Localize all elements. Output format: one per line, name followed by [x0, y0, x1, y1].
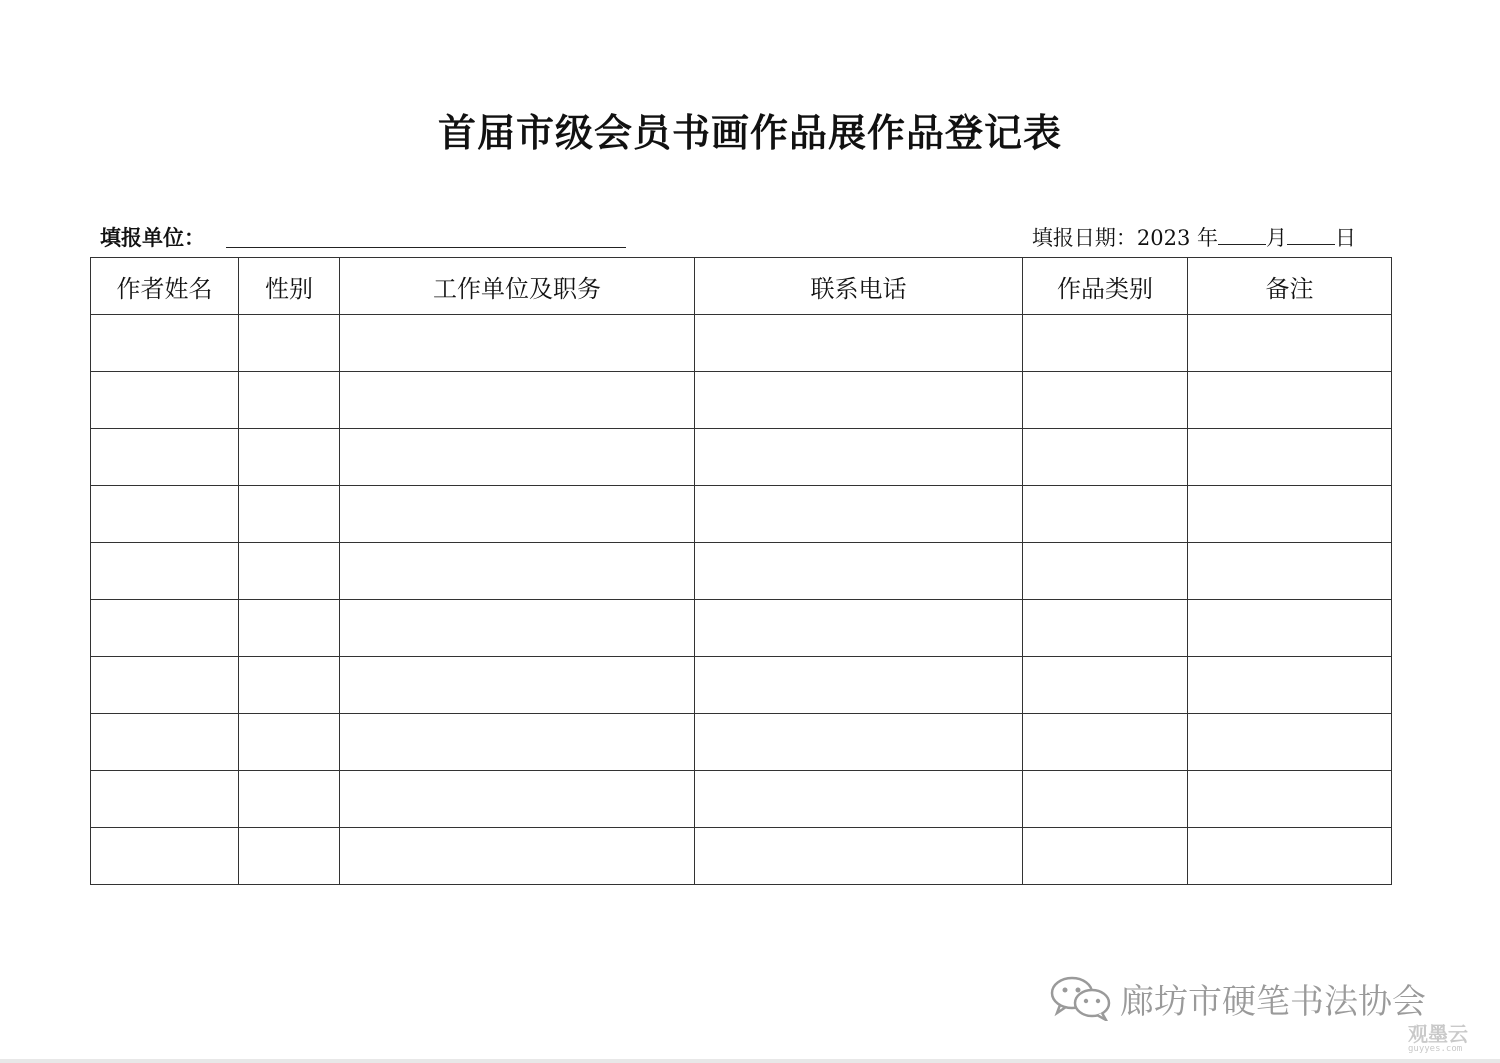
unit-blank-line [226, 247, 626, 248]
table-row [91, 315, 1392, 372]
table-row [91, 543, 1392, 600]
table-cell[interactable] [91, 486, 239, 543]
table-cell[interactable] [239, 372, 340, 429]
table-cell[interactable] [239, 714, 340, 771]
table-cell[interactable] [340, 657, 695, 714]
table-cell[interactable] [340, 828, 695, 885]
wechat-icon [1048, 975, 1114, 1021]
table-cell[interactable] [1023, 315, 1188, 372]
table-cell[interactable] [91, 372, 239, 429]
table-cell[interactable] [695, 828, 1023, 885]
header-author-name: 作者姓名 [91, 258, 239, 315]
table-cell[interactable] [340, 600, 695, 657]
table-cell[interactable] [695, 600, 1023, 657]
table-cell[interactable] [1023, 429, 1188, 486]
table-header-row [91, 258, 1392, 315]
table-cell[interactable] [239, 543, 340, 600]
bottom-bar [0, 1059, 1500, 1063]
table-cell[interactable] [1023, 828, 1188, 885]
table-cell[interactable] [1188, 657, 1392, 714]
table-cell[interactable] [91, 657, 239, 714]
table-cell[interactable] [91, 543, 239, 600]
corner-logo: 观墨云 [1408, 1022, 1468, 1046]
table-row [91, 828, 1392, 885]
table-row [91, 600, 1392, 657]
month-label: 月 [1266, 226, 1287, 250]
table-cell[interactable] [1188, 771, 1392, 828]
date-prefix: 填报日期：2023 年 [1031, 226, 1218, 250]
table-cell[interactable] [1188, 543, 1392, 600]
table-cell[interactable] [239, 828, 340, 885]
table-cell[interactable] [1023, 372, 1188, 429]
table-cell[interactable] [239, 429, 340, 486]
table-cell[interactable] [340, 714, 695, 771]
corner-logo-sub: guyyes.com [1408, 1044, 1463, 1054]
unit-label: 填报单位： [100, 226, 205, 250]
table-cell[interactable] [239, 657, 340, 714]
table-cell[interactable] [695, 657, 1023, 714]
month-blank [1218, 224, 1266, 245]
registration-table [90, 257, 1392, 885]
table-cell[interactable] [91, 600, 239, 657]
table-cell[interactable] [239, 771, 340, 828]
table-cell[interactable] [1023, 600, 1188, 657]
table-cell[interactable] [1188, 429, 1392, 486]
header-work-unit: 工作单位及职务 [340, 258, 695, 315]
table-cell[interactable] [1188, 372, 1392, 429]
table-cell[interactable] [1023, 486, 1188, 543]
table-cell[interactable] [1188, 600, 1392, 657]
table-cell[interactable] [1188, 486, 1392, 543]
date-row [1032, 222, 1356, 252]
table-cell[interactable] [695, 429, 1023, 486]
table-cell[interactable] [91, 714, 239, 771]
table-cell[interactable] [1188, 828, 1392, 885]
watermark-text: 廊坊市硬笔书法协会 [1120, 982, 1426, 1022]
table-cell[interactable] [1023, 714, 1188, 771]
header-gender: 性别 [239, 258, 340, 315]
page-title: 首届市级会员书画作品展作品登记表 [437, 111, 1062, 155]
table-row [91, 429, 1392, 486]
table-cell[interactable] [340, 543, 695, 600]
table-row [91, 372, 1392, 429]
table-cell[interactable] [340, 372, 695, 429]
table-row [91, 771, 1392, 828]
header-phone: 联系电话 [695, 258, 1023, 315]
table-cell[interactable] [1023, 771, 1188, 828]
table-cell[interactable] [695, 771, 1023, 828]
day-blank [1287, 224, 1335, 245]
table-cell[interactable] [1023, 657, 1188, 714]
table-cell[interactable] [695, 714, 1023, 771]
table-row [91, 714, 1392, 771]
table-cell[interactable] [695, 543, 1023, 600]
table-row [91, 486, 1392, 543]
table-cell[interactable] [695, 372, 1023, 429]
table-cell[interactable] [695, 486, 1023, 543]
table-cell[interactable] [1188, 714, 1392, 771]
header-notes: 备注 [1188, 258, 1392, 315]
header-category: 作品类别 [1023, 258, 1188, 315]
day-label: 日 [1335, 226, 1356, 250]
table-cell[interactable] [239, 600, 340, 657]
table-cell[interactable] [695, 315, 1023, 372]
table-cell[interactable] [239, 486, 340, 543]
table-cell[interactable] [340, 771, 695, 828]
table-cell[interactable] [1188, 315, 1392, 372]
table-cell[interactable] [340, 429, 695, 486]
table-cell[interactable] [91, 828, 239, 885]
table-cell[interactable] [91, 429, 239, 486]
table-cell[interactable] [239, 315, 340, 372]
table-cell[interactable] [340, 486, 695, 543]
table-cell[interactable] [91, 315, 239, 372]
table-row [91, 657, 1392, 714]
table-cell[interactable] [91, 771, 239, 828]
table-cell[interactable] [1023, 543, 1188, 600]
table-cell[interactable] [340, 315, 695, 372]
